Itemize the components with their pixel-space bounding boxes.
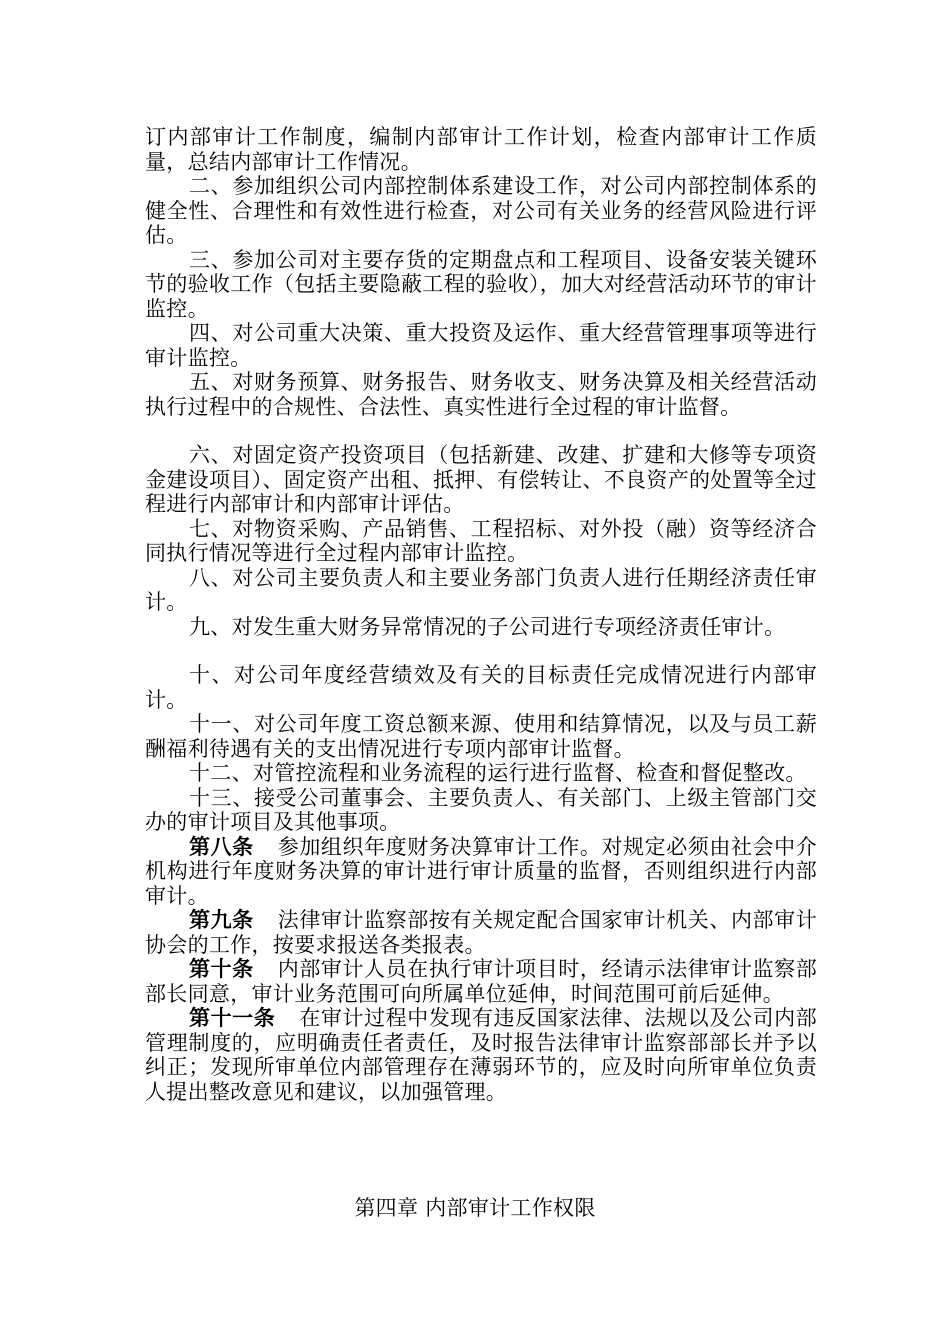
chapter-title: 第四章 内部审计工作权限 — [354, 1196, 596, 1220]
article-text: 在审计过程中发现有违反国家法律、法规以及公司内部管理制度的，应明确责任者责任，及时报告法律审计监察部部长并予以纠正；发现所审单位内部管理存在薄弱环节的，应及时向所审单位负责人提出整改意见和建议，以加强管理。 — [145, 1006, 817, 1104]
item-6: 六、对固定资产投资项目（包括新建、改建、扩建和大修等专项资金建设项目）、固定资产出租、抵押、有偿转让、不良资产的处置等全过程进行内部审计和内部审计评估。 — [145, 443, 817, 516]
item-9: 九、对发生重大财务异常情况的子公司进行专项经济责任审计。 — [189, 614, 786, 639]
article-label: 第十一条 — [189, 1006, 276, 1030]
item-11: 十一、对公司年度工资总额来源、使用和结算情况，以及与员工薪酬福利待遇有关的支出情况进行专项内部审计监督。 — [145, 712, 817, 761]
item-2: 二、参加组织公司内部控制体系建设工作，对公司内部控制体系的健全性、合理性和有效性进行检查，对公司有关业务的经营风险进行评估。 — [145, 174, 817, 247]
article-11 — [145, 1006, 817, 1104]
item-7: 七、对物资采购、产品销售、工程招标、对外投（融）资等经济合同执行情况等进行全过程内部审计监控。 — [145, 516, 817, 565]
article-text: 参加组织年度财务决算审计工作。对规定必须由社会中介机构进行年度财务决算的审计进行审计质量的监督，否则组织进行内部审计。 — [145, 834, 817, 908]
article-label: 第八条 — [189, 834, 254, 859]
article-label: 第十条 — [189, 957, 254, 981]
article-text: 法律审计监察部按有关规定配合国家审计机关、内部审计协会的工作，按要求报送各类报表。 — [145, 908, 817, 957]
document-body — [145, 125, 817, 1104]
spacer — [145, 419, 817, 443]
item-13: 十三、接受公司董事会、主要负责人、有关部门、上级主管部门交办的审计项目及其他事项。 — [145, 785, 817, 834]
article-9 — [145, 908, 817, 957]
article-label: 第九条 — [189, 908, 254, 932]
spacer — [145, 639, 817, 663]
article-text: 内部审计人员在执行审计项目时，经请示法律审计监察部部长同意，审计业务范围可向所属单位延伸，时间范围可前后延伸。 — [145, 957, 817, 1006]
item-5: 五、对财务预算、财务报告、财务收支、财务决算及相关经营活动执行过程中的合规性、合法性、真实性进行全过程的审计监督。 — [145, 370, 817, 419]
item-8: 八、对公司主要负责人和主要业务部门负责人进行任期经济责任审计。 — [145, 565, 817, 614]
article-10 — [145, 957, 817, 1006]
item-4: 四、对公司重大决策、重大投资及运作、重大经营管理事项等进行审计监控。 — [145, 321, 817, 370]
item-3: 三、参加公司对主要存货的定期盘点和工程项目、设备安装关键环节的验收工作（包括主要隐蔽工程的验收），加大对经营活动环节的审计监控。 — [145, 247, 817, 321]
item-10: 十、对公司年度经营绩效及有关的目标责任完成情况进行内部审计。 — [145, 663, 817, 712]
paragraph-continuation: 订内部审计工作制度，编制内部审计工作计划，检查内部审计工作质量，总结内部审计工作情况。 — [145, 125, 817, 174]
article-8 — [145, 835, 817, 909]
item-12: 十二、对管控流程和业务流程的运行进行监督、检查和督促整改。 — [189, 761, 807, 785]
